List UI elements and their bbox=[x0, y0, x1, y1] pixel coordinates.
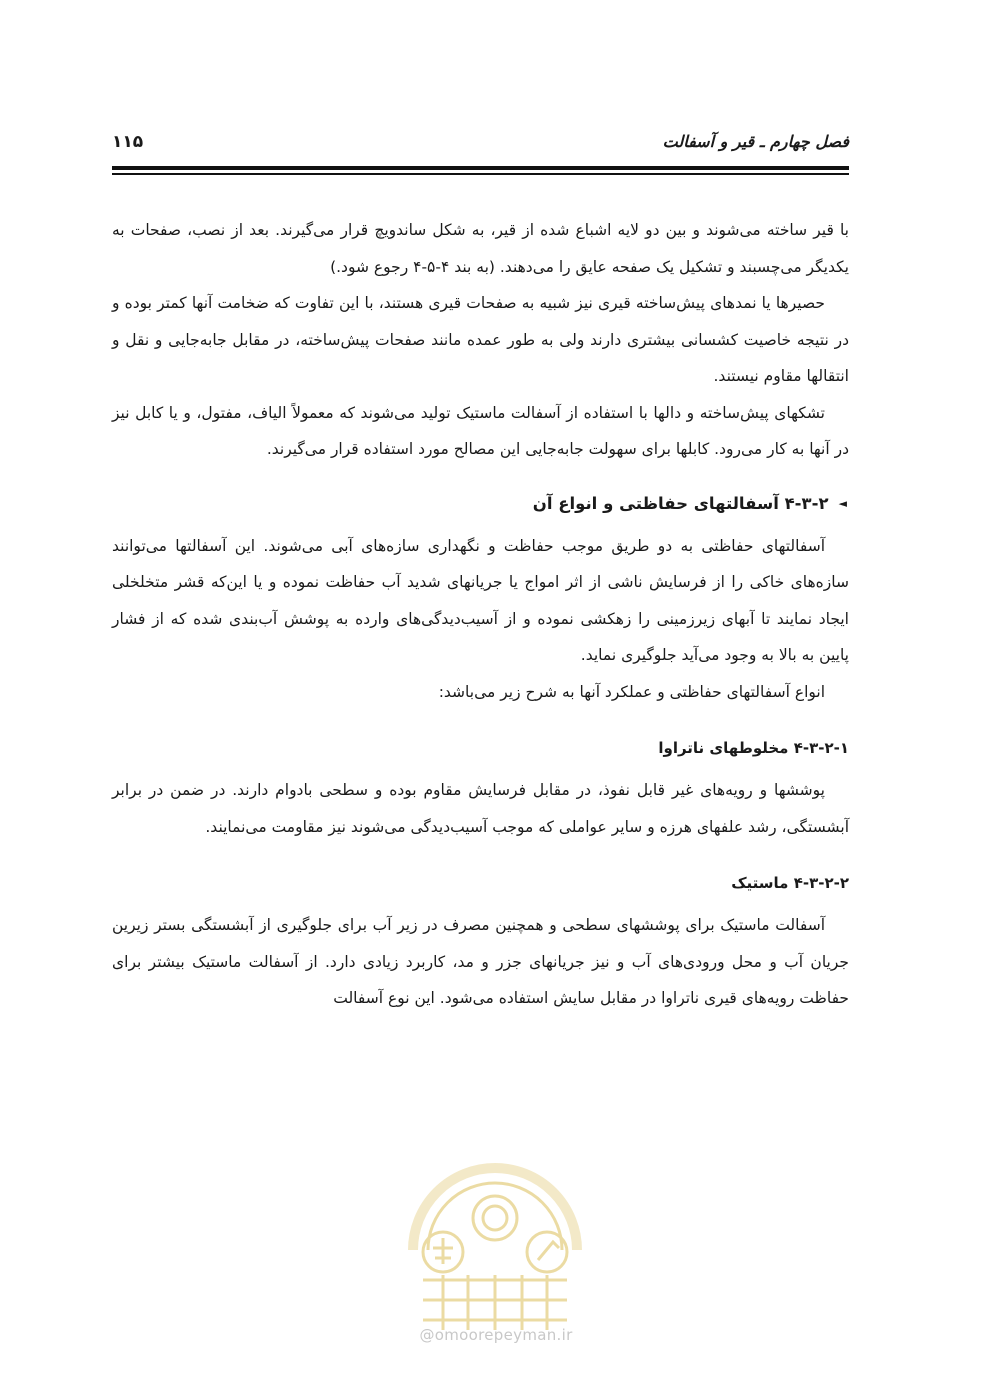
website-footer bbox=[0, 1326, 992, 1344]
paragraph: انواع آسفالتهای حفاظتی و عملکرد آنها به شرح زیر می‌باشد: bbox=[438, 682, 825, 701]
header-rule-thin bbox=[112, 173, 849, 175]
website-url: omoorepeyman.ir bbox=[434, 1326, 573, 1344]
paragraph: با قیر ساخته می‌شوند و بین دو لایه اشباع شده از قیر، به شکل ساندویچ قرار می‌گیرند. بعد از نصب، صفحات به یکدیگر می‌چسبند و تشکیل یک صفحه عایق را می‌دهند. (به بند ۴-۵-۴ رجوع شود.) bbox=[112, 221, 849, 276]
page-number: ۱۱۵ bbox=[112, 132, 144, 152]
page-content bbox=[112, 212, 849, 1017]
triangle-bullet-icon: ◄ bbox=[838, 496, 847, 510]
paragraph: آسفالت ماستیک برای پوششهای سطحی و همچنین مصرف در زیر آب برای جلوگیری از آبشستگی بستر زیرین جریان آب و محل ورودی‌های آب و نیز جریانهای جزر و مد، کاربرد زیادی دارد. از آسفالت ماستیک بیشتر برای حفاظت رویه‌های قیری ناتراوا در مقابل سایش استفاده می‌شود. این نوع آسفالت bbox=[112, 916, 849, 1007]
watermark-logo bbox=[383, 1130, 607, 1340]
paragraph: تشکهای پیش‌ساخته و دالها با استفاده از آسفالت ماستیک تولید می‌شوند که معمولاً الیاف، مفتول، و یا کابل نیز در آنها به کار می‌رود. کابلها برای سهولت جابه‌جایی این مصالح مورد استفاده قرار می‌گیرند. bbox=[112, 403, 849, 458]
section-heading-text: ۴-۳-۲ آسفالتهای حفاظتی و انواع آن bbox=[532, 493, 829, 513]
paragraph: آسفالتهای حفاظتی به دو طریق موجب حفاظت و نگهداری سازه‌های آبی می‌شوند. این آسفالتها می‌توانند سازه‌های خاکی را از فرسایش ناشی از اثر امواج یا جریانهای شدید آب حفاظت نموده و یا این‌که قشر متخلخلی ایجاد نمایند تا آبهای زیرزمینی را زهکشی نموده و از آسیب‌دیدگی‌های وارده به پوشش آب‌بندی شده که از فشار پایین به بالا به وجود می‌آید جلوگیری نماید. bbox=[112, 536, 849, 664]
running-title: فصل چهارم ـ قیر و آسفالت bbox=[662, 132, 849, 151]
section-heading bbox=[112, 486, 849, 522]
paragraph: پوششها و رویه‌های غیر قابل نفوذ، در مقابل فرسایش مقاوم بوده و سطحی بادوام دارند. در ضمن در برابر آبشستگی، رشد علفهای هرزه و سایر عواملی که موجب آسیب‌دیدگی می‌شوند نیز مقاومت می‌نمایند. bbox=[112, 781, 849, 836]
subsection-heading: ۴-۳-۲-۲ ماستیک bbox=[731, 874, 849, 892]
at-icon: @ bbox=[419, 1326, 435, 1344]
subsection-heading: ۴-۳-۲-۱ مخلوطهای ناتراوا bbox=[658, 739, 849, 757]
page-header bbox=[112, 128, 849, 158]
paragraph: حصیرها یا نمدهای پیش‌ساخته قیری نیز شبیه به صفحات قیری هستند، با این تفاوت که ضخامت آنها کمتر بوده و در نتیجه خاصیت کشسانی بیشتری دارند ولی به طور عمده مانند صفحات پیش‌ساخته، در مقابل جابه‌جایی و نقل و انتقالها مقاوم نیستند. bbox=[112, 294, 849, 385]
header-rule-thick bbox=[112, 166, 849, 170]
